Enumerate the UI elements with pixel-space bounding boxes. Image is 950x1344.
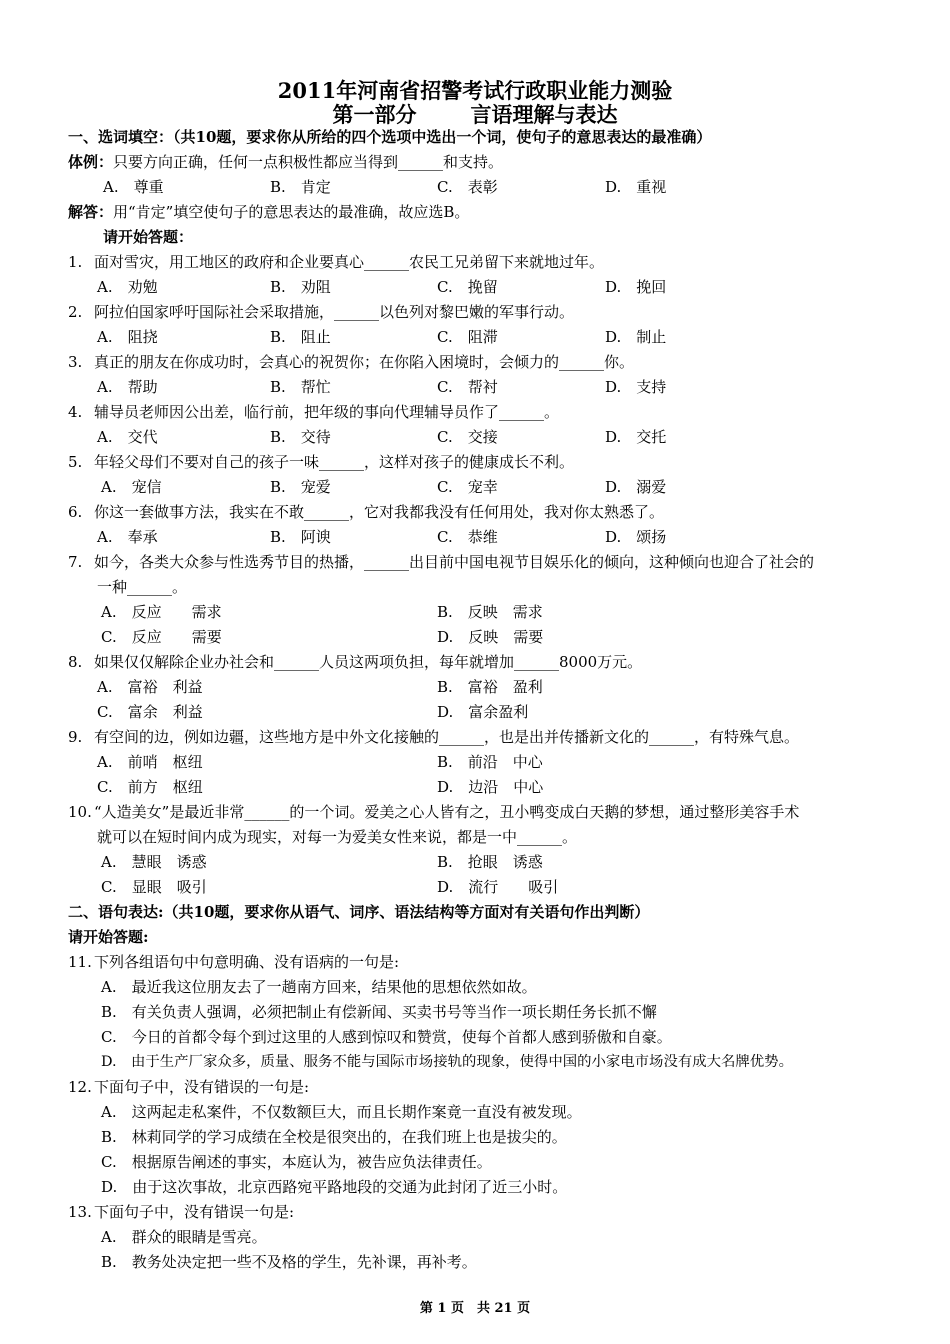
q10-option-a: A. 慧眼 诱惑 (101, 853, 207, 871)
q10-option-b: B. 抢眼 诱惑 (437, 853, 543, 871)
q8-option-d: D. 富余盈利 (437, 703, 529, 721)
q6-option-a: A. 奉承 (97, 528, 158, 546)
q9-option-a: A. 前哨 枢纽 (97, 753, 203, 771)
q3-option-c: C. 帮衬 (437, 378, 498, 396)
q2-option-c: C. 阻滞 (437, 328, 498, 346)
q9-option-b: B. 前沿 中心 (437, 753, 543, 771)
q11-option-a: A. 最近我这位朋友去了一趟南方回来，结果他的思想依然如故。 (101, 978, 537, 996)
section2-header: 二、语句表达:（共10题，要求你从语气、词序、语法结构等方面对有关语句作出判断） (68, 903, 650, 921)
q4-option-b: B. 交待 (270, 428, 331, 446)
section1-header: 一、选词填空：（共10题，要求你从所给的四个选项中选出一个词，使句子的意思表达的最准确） (68, 128, 712, 146)
page-footer: 第 1 页 共 21 页 (419, 1301, 531, 1316)
question-7-continued: 一种______。 (97, 578, 188, 596)
q3-option-b: B. 帮忙 (270, 378, 331, 396)
answer-line (68, 202, 469, 222)
part-number: 第一部分 (332, 102, 417, 127)
q4-option-d: D. 交托 (605, 428, 667, 446)
q1-option-c: C. 挽留 (437, 278, 498, 296)
question-7: 7. 如今，各类大众参与性选秀节目的热播，______出目前中国电视节目娱乐化的倾向，这种倾向也迎合了社会的 (68, 553, 815, 571)
q12-option-c: C. 根据原告阐述的事实，本庭认为，被告应负法律责任。 (101, 1153, 492, 1171)
q9-option-c: C. 前方 枢纽 (97, 778, 203, 796)
q2-option-b: B. 阻止 (270, 328, 331, 346)
question-2: 2. 阿拉伯国家呼吁国际社会采取措施，______以色列对黎巴嫩的军事行动。 (68, 303, 575, 321)
example-text: 只要方向正确，任何一点积极性都应当得到______和支持。 (113, 153, 504, 171)
q12-option-b: B. 林莉同学的学习成绩在全校是很突出的，在我们班上也是拔尖的。 (101, 1128, 567, 1146)
answer-text: 用“肯定”填空使句子的意思表达的最准确，故应选B。 (113, 203, 470, 221)
q11-option-c: C. 今日的首都令每个到过这里的人感到惊叹和赞赏，使每个首都人感到骄傲和自豪。 (101, 1028, 672, 1046)
answer-label: 解答： (68, 203, 114, 221)
q11-option-d: D. 由于生产厂家众多，质量、服务不能与国际市场接轨的现象，使得中国的小家电市场没有成大名牌优势。 (101, 1054, 793, 1070)
example-option-a: A. 尊重 (103, 178, 164, 196)
q6-option-d: D. 颂扬 (605, 528, 667, 546)
q10-option-d: D. 流行 吸引 (437, 878, 559, 896)
question-10: 10. “人造美女”是最近非常______的一个词。爱美之心人皆有之，丑小鸭变成白天鹅的梦想，通过整形美容手术 (68, 803, 800, 821)
q7-option-a: A. 反应 需求 (101, 603, 222, 621)
q4-option-c: C. 交接 (437, 428, 498, 446)
q1-option-d: D. 挽回 (605, 278, 667, 296)
q8-option-c: C. 富余 利益 (97, 703, 203, 721)
question-9: 9. 有空间的边，例如边疆，这些地方是中外文化接触的______，也是出并传播新文化的______，有特殊气息。 (68, 728, 800, 746)
q2-option-d: D. 制止 (605, 328, 667, 346)
q13-option-b: B. 教务处决定把一些不及格的学生，先补课，再补考。 (101, 1253, 477, 1271)
q12-option-a: A. 这两起走私案件，不仅数额巨大，而且长期作案竟一直没有被发现。 (101, 1103, 582, 1121)
q4-option-a: A. 交代 (97, 428, 158, 446)
q12-option-d: D. 由于这次事故，北京西路宛平路地段的交通为此封闭了近三小时。 (101, 1178, 568, 1196)
question-12: 12. 下面句子中，没有错误的一句是: (68, 1078, 310, 1096)
q8-option-a: A. 富裕 利益 (97, 678, 203, 696)
example-option-b: B. 肯定 (270, 178, 331, 196)
question-4: 4. 辅导员老师因公出差，临行前，把年级的事向代理辅导员作了______。 (68, 403, 560, 421)
q2-option-a: A. 阻挠 (97, 328, 158, 346)
document-title: 2011年河南省招警考试行政职业能力测验 (277, 78, 673, 103)
question-6: 6. 你这一套做事方法，我实在不敢______，它对我都我没有任何用处，我对你太熟悉了。 (68, 503, 665, 521)
q1-option-a: A. 劝勉 (97, 278, 158, 296)
example-line (68, 152, 503, 172)
question-3: 3. 真正的朋友在你成功时，会真心的祝贺你；在你陷入困境时，会倾力的______你。 (68, 353, 635, 371)
q11-option-b: B. 有关负责人强调，必须把制止有偿新闻、买卖书号等当作一项长期任务长抓不懈 (101, 1003, 657, 1021)
question-11: 11. 下列各组语句中句意明确、没有语病的一句是: (68, 953, 400, 971)
q5-option-c: C. 宠幸 (437, 478, 498, 496)
question-8: 8. 如果仅仅解除企业办社会和______人员这两项负担，每年就增加______8000万元。 (68, 653, 643, 671)
question-5: 5. 年轻父母们不要对自己的孩子一味______，这样对孩子的健康成长不利。 (68, 453, 575, 471)
start-label: 请开始答题： (103, 228, 194, 246)
q7-option-d: D. 反映 需要 (437, 628, 544, 646)
q6-option-c: C. 恭维 (437, 528, 498, 546)
q6-option-b: B. 阿谀 (270, 528, 331, 546)
part-name: 言语理解与表达 (470, 102, 618, 127)
example-option-c: C. 表彰 (437, 178, 498, 196)
q5-option-d: D. 溺爱 (605, 478, 667, 496)
example-label: 体例： (68, 153, 114, 171)
q10-option-c: C. 显眼 吸引 (101, 878, 207, 896)
q7-option-b: B. 反映 需求 (437, 603, 543, 621)
part-title (0, 102, 950, 128)
q8-option-b: B. 富裕 盈利 (437, 678, 543, 696)
q7-option-c: C. 反应 需要 (101, 628, 222, 646)
start-label-2: 请开始答题: (68, 928, 149, 946)
q5-option-b: B. 宠爱 (270, 478, 331, 496)
q5-option-a: A. 宠信 (101, 478, 162, 496)
q1-option-b: B. 劝阻 (270, 278, 331, 296)
q9-option-d: D. 边沿 中心 (437, 778, 544, 796)
q13-option-a: A. 群众的眼睛是雪亮。 (101, 1228, 267, 1246)
example-option-d: D. 重视 (605, 178, 667, 196)
question-1: 1. 面对雪灾，用工地区的政府和企业要真心______农民工兄弟留下来就地过年。 (68, 253, 605, 271)
question-13: 13. 下面句子中，没有错误一句是: (68, 1203, 295, 1221)
q3-option-d: D. 支持 (605, 378, 667, 396)
question-10-continued: 就可以在短时间内成为现实，对每一为爱美女性来说，都是一中______。 (97, 828, 578, 846)
q3-option-a: A. 帮助 (97, 378, 158, 396)
